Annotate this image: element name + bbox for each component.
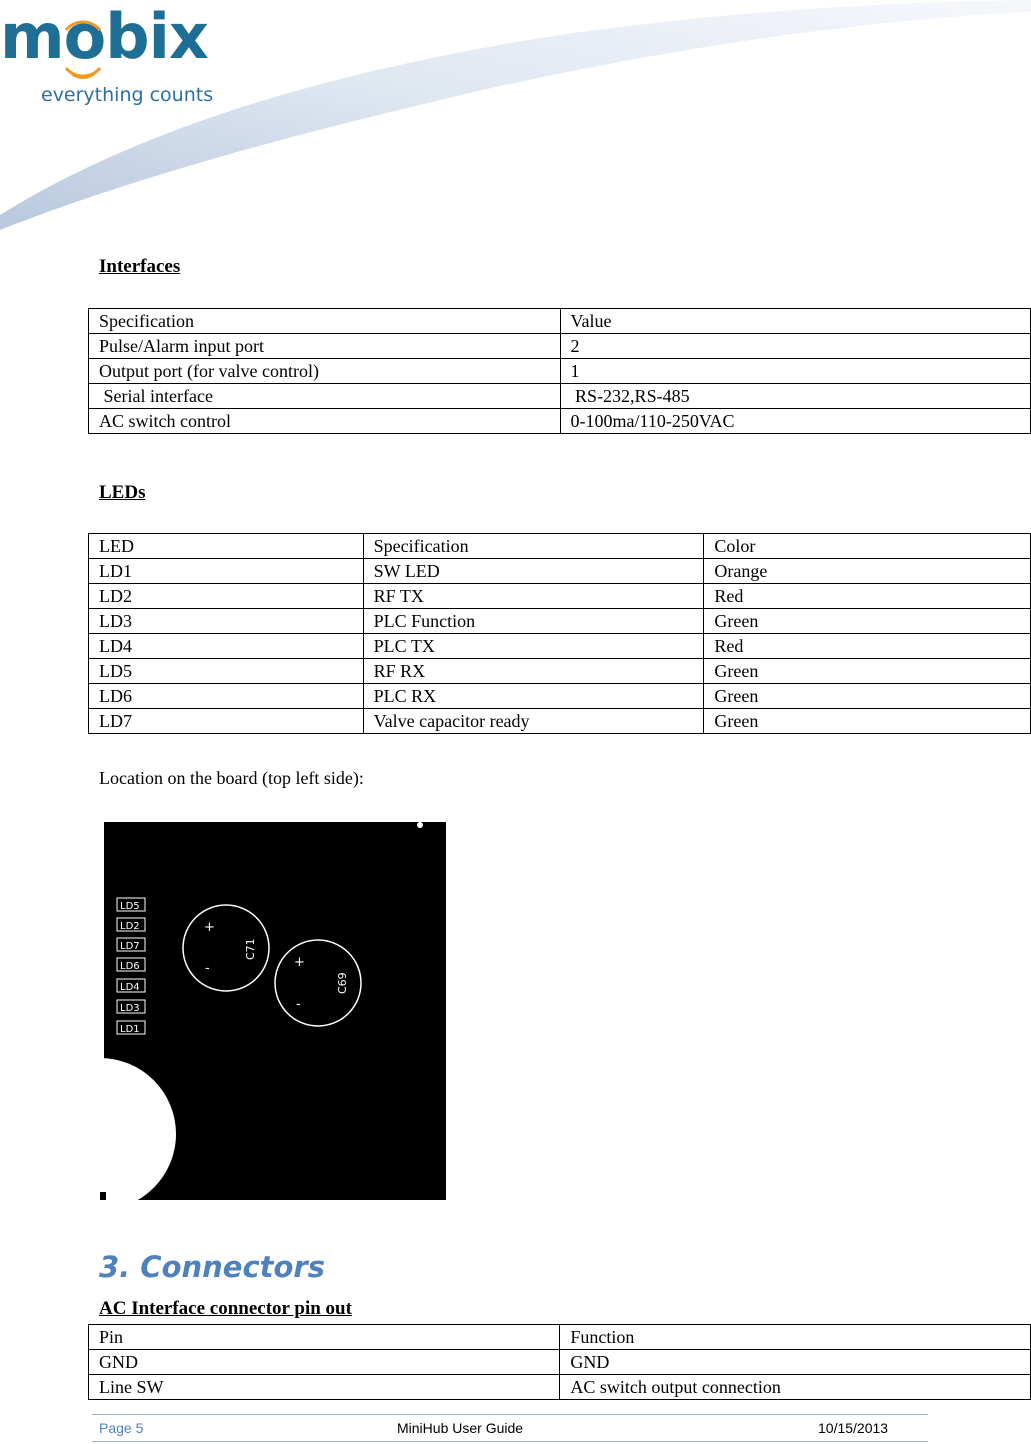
led-label: LD2 — [120, 921, 140, 932]
led-label: LD3 — [120, 1003, 140, 1014]
logo-text: mobix — [0, 0, 208, 73]
table-cell: Green — [704, 684, 1031, 709]
led-label: LD7 — [120, 941, 140, 952]
table-cell: Function — [560, 1325, 1031, 1350]
table-row — [89, 1350, 1031, 1375]
table-row — [89, 384, 1031, 409]
table-row — [89, 709, 1031, 734]
capacitor-label: C69 — [336, 972, 349, 994]
table-cell: Orange — [704, 559, 1031, 584]
interfaces-table — [88, 308, 1031, 434]
led-label: LD6 — [120, 961, 140, 972]
table-cell: Line SW — [89, 1375, 560, 1400]
table-cell: Valve capacitor ready — [363, 709, 704, 734]
table-cell: Red — [704, 634, 1031, 659]
leds-table — [88, 533, 1031, 734]
plus-sign: + — [294, 955, 305, 970]
section-title: 3. Connectors — [99, 1250, 325, 1284]
table-cell: GND — [560, 1350, 1031, 1375]
table-cell: AC switch output connection — [560, 1375, 1031, 1400]
table-cell: GND — [89, 1350, 560, 1375]
table-cell: LD3 — [89, 609, 364, 634]
connectors-table — [88, 1324, 1031, 1400]
leds-heading: LEDs — [99, 482, 146, 503]
table-row — [89, 659, 1031, 684]
table-cell: RF RX — [363, 659, 704, 684]
table-cell: RF TX — [363, 584, 704, 609]
footer-bottom-rule — [92, 1441, 928, 1442]
table-cell: RS-232,RS-485 — [560, 384, 1030, 409]
logo-tagline: everything counts — [41, 84, 214, 106]
table-cell: LD4 — [89, 634, 364, 659]
table-row — [89, 634, 1031, 659]
capacitor-label: C71 — [244, 938, 257, 960]
table-cell: AC switch control — [89, 409, 561, 434]
table-cell: PLC Function — [363, 609, 704, 634]
table-cell: Green — [704, 609, 1031, 634]
table-row — [89, 684, 1031, 709]
led-label: LD5 — [120, 901, 140, 912]
table-cell: Pulse/Alarm input port — [89, 334, 561, 359]
table-cell: LD6 — [89, 684, 364, 709]
footer-doc-title: MiniHub User Guide — [397, 1420, 524, 1436]
table-cell: PLC TX — [363, 634, 704, 659]
table-cell: Specification — [363, 534, 704, 559]
plus-sign: + — [204, 920, 215, 935]
table-cell: 0-100ma/110-250VAC — [560, 409, 1030, 434]
connectors-subheading: AC Interface connector pin out — [99, 1298, 352, 1319]
table-cell: LD2 — [89, 584, 364, 609]
table-cell: LD1 — [89, 559, 364, 584]
interfaces-heading: Interfaces — [99, 256, 181, 277]
table-cell: LD7 — [89, 709, 364, 734]
signal-arcs-icon — [58, 18, 108, 80]
table-cell: SW LED — [363, 559, 704, 584]
table-cell: 2 — [560, 334, 1030, 359]
table-row — [89, 559, 1031, 584]
table-cell: Specification — [89, 309, 561, 334]
location-text: Location on the board (top left side): — [99, 768, 364, 788]
minus-sign: - — [205, 961, 210, 976]
minus-sign: - — [296, 997, 301, 1012]
table-cell: Green — [704, 709, 1031, 734]
table-cell: LED — [89, 534, 364, 559]
led-label: LD4 — [120, 982, 140, 993]
board-image — [100, 814, 447, 1200]
table-row — [89, 334, 1031, 359]
table-row — [89, 409, 1031, 434]
footer-top-rule — [92, 1414, 928, 1415]
table-cell: Green — [704, 659, 1031, 684]
table-cell: LD5 — [89, 659, 364, 684]
led-label: LD1 — [120, 1024, 140, 1035]
table-row — [89, 309, 1031, 334]
table-row — [89, 1325, 1031, 1350]
table-row — [89, 534, 1031, 559]
table-row — [89, 359, 1031, 384]
table-row — [89, 584, 1031, 609]
table-row — [89, 609, 1031, 634]
footer-page-number: Page 5 — [99, 1420, 144, 1436]
table-cell: Value — [560, 309, 1030, 334]
table-cell: Output port (for valve control) — [89, 359, 561, 384]
table-cell: Serial interface — [89, 384, 561, 409]
table-cell: PLC RX — [363, 684, 704, 709]
table-cell: Color — [704, 534, 1031, 559]
table-cell: Pin — [89, 1325, 560, 1350]
table-cell: Red — [704, 584, 1031, 609]
footer-date: 10/15/2013 — [818, 1420, 889, 1436]
table-row — [89, 1375, 1031, 1400]
table-cell: 1 — [560, 359, 1030, 384]
